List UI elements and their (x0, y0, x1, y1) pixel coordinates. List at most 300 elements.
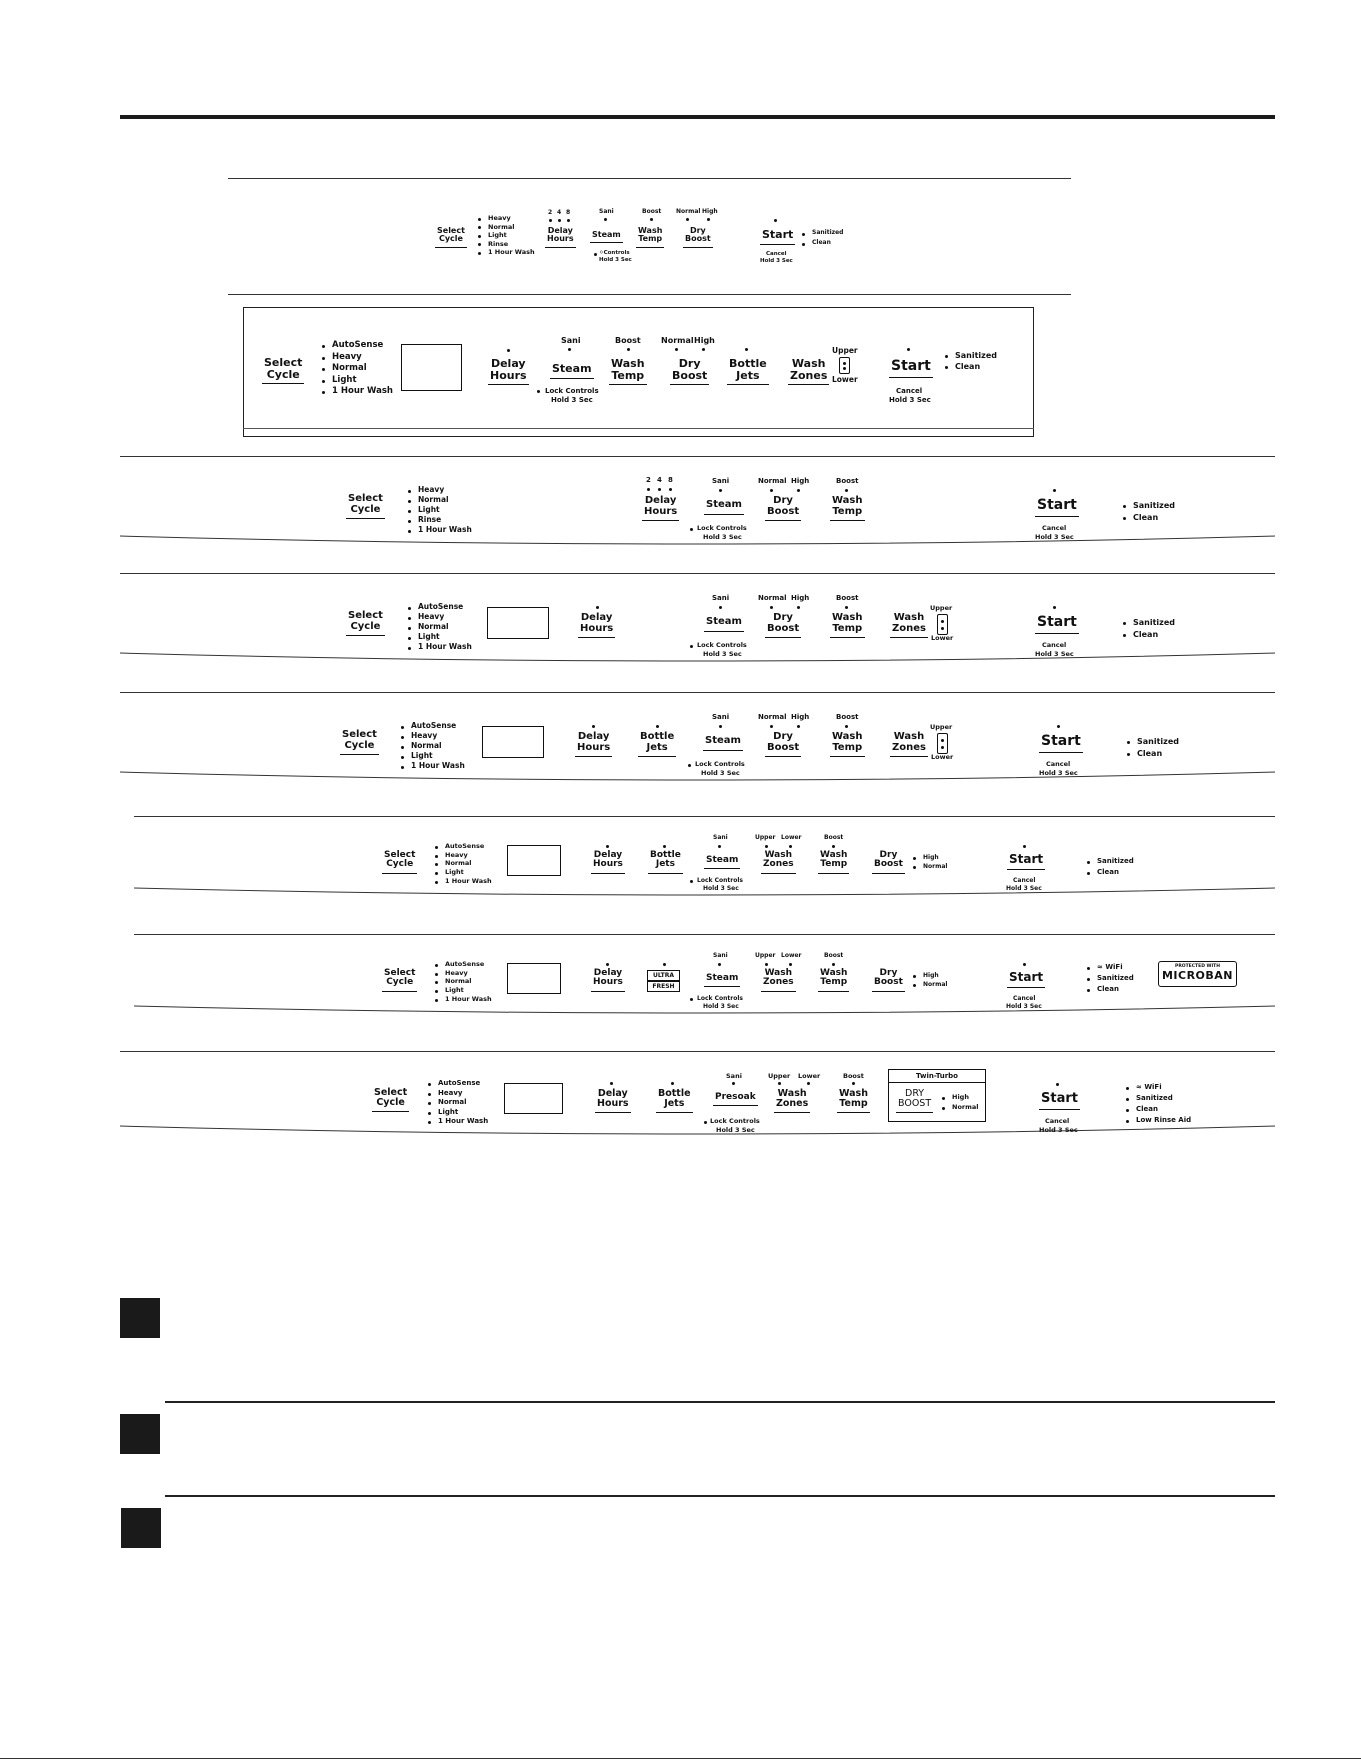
select-cycle-button[interactable]: Select Cycle (346, 494, 385, 519)
display-window (504, 1083, 563, 1114)
delay-hours-button[interactable]: Delay Hours (575, 732, 612, 757)
steam-button[interactable]: Steam (704, 856, 740, 869)
cycle-option: AutoSense (406, 602, 472, 612)
delay-hours-button[interactable]: Delay Hours (642, 496, 679, 521)
cycle-option: Heavy (476, 214, 535, 223)
status-sanitized: Sanitized (1124, 1093, 1191, 1104)
dry-high-indicator (797, 606, 800, 609)
lock-indicator (704, 1121, 707, 1124)
wash-temp-button[interactable]: Wash Temp (830, 496, 865, 521)
status-indicators (800, 228, 843, 248)
dry-boost-button[interactable]: DRY BOOST (896, 1089, 933, 1113)
upper-label: Upper (755, 952, 776, 959)
delay-8-label: 8 (566, 209, 571, 216)
delay-4-indicator (558, 219, 561, 222)
delay-indicator (592, 725, 595, 728)
status-sanitized: Sanitized (943, 350, 997, 361)
cycle-option: Normal (433, 859, 492, 868)
lower-indicator (789, 963, 792, 966)
steam-button[interactable]: Steam (703, 736, 743, 751)
upper-indicator (765, 845, 768, 848)
dry-boost-button[interactable]: Dry Boost (765, 613, 801, 638)
steam-button[interactable]: Steam (550, 363, 594, 379)
delay-hours-button[interactable]: Delay Hours (595, 1089, 631, 1113)
select-cycle-button[interactable]: Select Cycle (435, 227, 467, 248)
status-indicators (1085, 962, 1134, 995)
cycle-option: AutoSense (433, 960, 492, 969)
delay-4-label: 4 (557, 209, 562, 216)
normal-label: Normal (758, 713, 787, 721)
cancel-hold-label: Hold 3 Sec (1035, 650, 1074, 658)
cancel-label: Cancel (1042, 641, 1067, 649)
sani-label: Sani (599, 208, 614, 215)
dry-normal-indicator (770, 725, 773, 728)
microban-small-label: PROTECTED WITH (1175, 964, 1220, 969)
status-indicators (1125, 736, 1179, 760)
cycle-option: Normal (320, 363, 393, 375)
section-marker-1 (120, 1298, 160, 1338)
cancel-hold-label: Hold 3 Sec (889, 396, 931, 404)
boost-label: Boost (843, 1072, 864, 1080)
sani-indicator (719, 725, 722, 728)
wifi-icon: ≈ (1097, 963, 1106, 971)
lock-indicator (594, 253, 597, 256)
wash-zones-button[interactable]: Wash Zones (761, 969, 796, 992)
cycle-option: AutoSense (399, 721, 465, 731)
lower-indicator (807, 1082, 810, 1085)
status-sanitized: Sanitized (800, 228, 843, 238)
boost-label: Boost (642, 208, 662, 215)
normal-label: Normal (758, 477, 787, 485)
cycle-options (433, 842, 492, 886)
cycle-option: AutoSense (426, 1079, 488, 1089)
zone-selector-icon (937, 733, 948, 754)
lock-hold-label: Hold 3 Sec (701, 769, 740, 777)
delay-indicator (606, 845, 609, 848)
dry-boost-button[interactable]: Dry Boost (765, 732, 801, 757)
sani-label: Sani (561, 336, 581, 345)
panel-h-top-line (120, 1051, 1275, 1052)
display-window (401, 344, 462, 391)
section-divider-2 (165, 1495, 1275, 1497)
cycle-option: 1 Hour Wash (433, 877, 492, 886)
lower-label: Lower (931, 634, 954, 642)
bottle-jets-button[interactable]: Bottle Jets (656, 1089, 693, 1113)
delay-indicator (507, 349, 510, 352)
lock-hold-label: Hold 3 Sec (716, 1126, 755, 1134)
dry-boost-button[interactable]: Dry Boost (670, 358, 709, 385)
wash-zones-button[interactable]: Wash Zones (890, 732, 928, 757)
lock-controls-label: Lock Controls (697, 524, 747, 532)
upper-label: Upper (832, 346, 858, 355)
cycle-option: Heavy (399, 731, 465, 741)
delay-4-label: 4 (657, 476, 662, 484)
ultra-fresh-indicator (663, 963, 666, 966)
cancel-label: Cancel (766, 251, 787, 257)
ultra-fresh-button[interactable] (647, 970, 680, 992)
cycle-option: Light (426, 1108, 488, 1118)
delay-indicator (606, 963, 609, 966)
display-window (507, 963, 561, 994)
boost-indicator (832, 845, 835, 848)
cycle-option: Heavy (320, 352, 393, 364)
status-sanitized: Sanitized (1085, 973, 1134, 984)
sani-indicator (719, 489, 722, 492)
page-bottom-rule (0, 1758, 1361, 1759)
cycle-option: Normal (406, 495, 472, 505)
panel-e-bottom-curve (0, 756, 1361, 796)
select-cycle-button[interactable]: Select Cycle (382, 969, 417, 992)
cycle-option: Light (476, 231, 535, 240)
dry-levels (911, 853, 947, 871)
boost-label: Boost (824, 834, 844, 841)
high-label: High (702, 208, 718, 215)
boost-label: Boost (836, 594, 859, 602)
dry-level-normal: Normal (940, 1102, 979, 1112)
lock-hold-label: Hold 3 Sec (703, 1003, 739, 1010)
panel-d-top-line (120, 573, 1275, 574)
delay-2-label: 2 (548, 209, 553, 216)
status-indicators (1085, 856, 1134, 878)
start-button[interactable]: Start (1007, 971, 1045, 988)
boost-indicator (627, 348, 630, 351)
status-low-rinse-aid: Low Rinse Aid (1124, 1115, 1191, 1126)
cancel-hold-label: Hold 3 Sec (1006, 885, 1042, 892)
high-label: High (791, 594, 810, 602)
sani-label: Sani (712, 594, 730, 602)
dry-high-indicator (707, 218, 710, 221)
cycle-options (406, 602, 472, 652)
start-indicator (1023, 845, 1026, 848)
dry-boost-button[interactable]: Dry Boost (683, 227, 713, 248)
start-indicator (1057, 725, 1060, 728)
cycle-options (433, 960, 492, 1004)
presoak-button[interactable]: Presoak (713, 1093, 758, 1106)
sani-indicator (604, 218, 607, 221)
cycle-option: Normal (476, 223, 535, 232)
lower-label: Lower (832, 375, 858, 384)
upper-label: Upper (930, 723, 953, 731)
wash-zones-button[interactable]: Wash Zones (788, 358, 829, 385)
twin-turbo-divider (888, 1082, 986, 1083)
ultra-label: ULTRA (647, 970, 680, 981)
panel-c-bottom-curve (0, 520, 1361, 560)
dry-normal-indicator (770, 489, 773, 492)
delay-hours-button[interactable]: Delay Hours (591, 969, 625, 992)
delay-indicator (610, 1082, 613, 1085)
cycle-options (426, 1079, 488, 1127)
steam-button[interactable]: Steam (704, 617, 744, 632)
status-clean: Clean (800, 238, 843, 248)
sani-indicator (719, 606, 722, 609)
start-button[interactable]: Start (889, 359, 933, 378)
cycle-option: Heavy (406, 485, 472, 495)
normal-label: Normal (758, 594, 787, 602)
delay-hours-button[interactable]: Delay Hours (545, 227, 576, 248)
wash-temp-button[interactable]: Wash Temp (818, 851, 849, 874)
status-clean: Clean (1121, 512, 1175, 524)
start-button[interactable]: Start (1035, 615, 1079, 634)
start-button[interactable]: Start (1039, 1092, 1080, 1110)
lock-indicator (690, 880, 693, 883)
start-indicator (1053, 606, 1056, 609)
lower-label: Lower (781, 952, 802, 959)
lock-controls-label: Lock Controls (545, 387, 599, 395)
bottle-jets-button[interactable]: Bottle Jets (638, 732, 676, 757)
upper-label: Upper (930, 604, 953, 612)
upper-label: Upper (768, 1072, 791, 1080)
sani-label: Sani (713, 952, 728, 959)
lock-controls-label: Lock Controls (697, 877, 743, 884)
start-button[interactable]: Start (760, 229, 795, 245)
boost-indicator (845, 606, 848, 609)
cancel-label: Cancel (1046, 760, 1071, 768)
normal-label: Normal (676, 208, 701, 215)
panel-c-top-line (120, 456, 1275, 457)
start-button[interactable]: Start (1035, 498, 1079, 517)
panel-g-top-line (134, 934, 1275, 935)
cancel-label: Cancel (1013, 995, 1036, 1002)
boost-label: Boost (824, 952, 844, 959)
boost-indicator (852, 1082, 855, 1085)
lock-controls-label: Lock Controls (697, 641, 747, 649)
microban-label: MICROBAN (1161, 969, 1234, 982)
upper-indicator (778, 1082, 781, 1085)
cycle-option: Rinse (476, 240, 535, 249)
section-marker-3 (121, 1508, 161, 1548)
lock-indicator (688, 764, 691, 767)
dry-normal-indicator (686, 218, 689, 221)
cycle-options (320, 340, 393, 398)
zone-selector-icon (839, 357, 850, 374)
lock-controls-label: Lock Controls (697, 995, 743, 1002)
wash-temp-button[interactable]: Wash Temp (830, 732, 865, 757)
display-window (487, 607, 549, 639)
lock-hold-label: Hold 3 Sec (703, 533, 742, 541)
delay-hours-button[interactable]: Delay Hours (578, 613, 615, 638)
cycle-option: Heavy (406, 612, 472, 622)
panel-e-top-line (120, 692, 1275, 693)
high-label: High (791, 477, 810, 485)
panel-a-bottom-line (228, 294, 1071, 295)
delay-hours-button[interactable]: Delay Hours (591, 851, 625, 874)
cycle-option: Normal (399, 741, 465, 751)
sani-label: Sani (712, 713, 730, 721)
dry-level-normal: Normal (911, 980, 947, 989)
cycle-option: Rinse (406, 515, 472, 525)
delay-hours-button[interactable]: Delay Hours (488, 358, 529, 385)
lock-indicator (690, 645, 693, 648)
panel-d-bottom-curve (0, 637, 1361, 677)
wash-zones-button[interactable]: Wash Zones (761, 851, 796, 874)
cycle-option: 1 Hour Wash (426, 1117, 488, 1127)
cycle-options (406, 485, 472, 535)
start-indicator (907, 348, 910, 351)
status-clean: Clean (1125, 748, 1179, 760)
cycle-option: 1 Hour Wash (320, 386, 393, 398)
dry-high-indicator (797, 489, 800, 492)
delay-8-indicator (567, 219, 570, 222)
delay-2-label: 2 (646, 476, 651, 484)
panel-f-bottom-curve (0, 874, 1361, 914)
status-indicators (1121, 500, 1175, 524)
cycle-option: Light (433, 868, 492, 877)
dry-boost-button[interactable]: Dry Boost (872, 851, 905, 874)
cycle-option: Normal (406, 622, 472, 632)
cycle-option: 1 Hour Wash (399, 761, 465, 771)
lock-controls-label: ⚪Controls (599, 250, 630, 256)
steam-button[interactable]: Steam (590, 231, 623, 243)
wifi-icon: ≈ (1136, 1083, 1145, 1091)
sani-indicator (718, 845, 721, 848)
wash-zones-button[interactable]: Wash Zones (890, 613, 928, 638)
cycle-option: 1 Hour Wash (433, 995, 492, 1004)
cycle-option: Light (399, 751, 465, 761)
cancel-label: Cancel (1013, 877, 1036, 884)
status-indicators (1121, 617, 1175, 641)
boost-label: Boost (836, 477, 859, 485)
status-wifi: ≈ WiFi (1085, 962, 1134, 973)
sani-label: Sani (712, 477, 730, 485)
delay-2-indicator (549, 219, 552, 222)
bottle-jets-indicator (663, 845, 666, 848)
cancel-label: Cancel (896, 387, 923, 395)
delay-4-indicator (658, 488, 661, 491)
wash-temp-button[interactable]: Wash Temp (837, 1089, 870, 1113)
sani-label: Sani (726, 1072, 742, 1080)
status-indicators (943, 350, 997, 372)
dry-normal-indicator (770, 606, 773, 609)
cycle-option: Light (406, 632, 472, 642)
lock-hold-label: Hold 3 Sec (551, 396, 593, 404)
sani-indicator (732, 1082, 735, 1085)
select-cycle-button[interactable]: Select Cycle (340, 730, 379, 755)
dry-boost-button[interactable]: Dry Boost (765, 496, 801, 521)
dry-high-indicator (797, 725, 800, 728)
steam-button[interactable]: Steam (704, 500, 744, 515)
boost-label: Boost (615, 336, 641, 345)
dry-boost-button[interactable]: Dry Boost (872, 969, 905, 992)
cycle-option: 1 Hour Wash (406, 525, 472, 535)
high-label: High (791, 713, 810, 721)
status-clean: Clean (1121, 629, 1175, 641)
dry-level-high: High (911, 971, 947, 980)
lock-indicator (690, 528, 693, 531)
status-clean: Clean (1085, 867, 1134, 878)
sani-label: Sani (713, 834, 728, 841)
wash-temp-button[interactable]: Wash Temp (818, 969, 849, 992)
delay-8-label: 8 (668, 476, 673, 484)
bottle-jets-button[interactable]: Bottle Jets (648, 851, 683, 874)
cycle-options (476, 214, 535, 257)
zone-selector-icon (937, 614, 948, 635)
start-indicator (1023, 963, 1026, 966)
lower-label: Lower (781, 834, 802, 841)
steam-button[interactable]: Steam (704, 974, 740, 987)
upper-label: Upper (755, 834, 776, 841)
dry-levels (940, 1092, 979, 1112)
cancel-hold-label: Hold 3 Sec (1039, 1126, 1078, 1134)
bottle-jets-button[interactable]: Bottle Jets (727, 358, 769, 385)
select-cycle-button[interactable]: Select Cycle (262, 357, 304, 384)
status-sanitized: Sanitized (1121, 500, 1175, 512)
status-wifi: ≈ WiFi (1124, 1082, 1191, 1093)
status-sanitized: Sanitized (1121, 617, 1175, 629)
status-sanitized: Sanitized (1125, 736, 1179, 748)
section-marker-2 (120, 1414, 160, 1454)
wash-temp-button[interactable]: Wash Temp (636, 227, 664, 248)
cancel-label: Cancel (1042, 524, 1067, 532)
status-indicators (1124, 1082, 1191, 1126)
wash-temp-button[interactable]: Wash Temp (830, 613, 865, 638)
dry-level-high: High (940, 1092, 979, 1102)
boost-indicator (832, 963, 835, 966)
panel-f-top-line (134, 816, 1275, 817)
fresh-label: FRESH (647, 981, 680, 992)
boost-indicator (650, 218, 653, 221)
cancel-hold-label: Hold 3 Sec (1006, 1003, 1042, 1010)
dry-level-high: High (911, 853, 947, 862)
bottle-jets-indicator (656, 725, 659, 728)
lock-controls-label: Lock Controls (710, 1117, 760, 1125)
start-indicator (1053, 489, 1056, 492)
dry-normal-indicator (675, 348, 678, 351)
bottle-jets-indicator (745, 348, 748, 351)
cycle-option: Light (406, 505, 472, 515)
cancel-hold-label: Hold 3 Sec (1039, 769, 1078, 777)
wash-zones-button[interactable]: Wash Zones (774, 1089, 810, 1113)
status-clean: Clean (943, 361, 997, 372)
status-clean: Clean (1124, 1104, 1191, 1115)
normal-label: Normal (661, 336, 694, 345)
start-indicator (1056, 1083, 1059, 1086)
status-sanitized: Sanitized (1085, 856, 1134, 867)
cycle-option: Heavy (433, 969, 492, 978)
cycle-option: Heavy (433, 851, 492, 860)
lock-hold-label: Hold 3 Sec (599, 257, 632, 263)
start-button[interactable]: Start (1039, 734, 1083, 753)
select-cycle-button[interactable]: Select Cycle (382, 851, 417, 874)
wash-temp-button[interactable]: Wash Temp (609, 358, 647, 385)
dry-levels (911, 971, 947, 989)
display-window (482, 726, 544, 758)
boost-indicator (845, 489, 848, 492)
boost-indicator (845, 725, 848, 728)
delay-2-indicator (647, 488, 650, 491)
start-button[interactable]: Start (1007, 853, 1045, 870)
cancel-label: Cancel (1045, 1117, 1070, 1125)
cycle-option: Normal (433, 977, 492, 986)
lock-controls-label: Lock Controls (695, 760, 745, 768)
lock-hold-label: Hold 3 Sec (703, 885, 739, 892)
lock-indicator (537, 390, 540, 393)
select-cycle-button[interactable]: Select Cycle (372, 1088, 409, 1112)
cycle-option: 1 Hour Wash (476, 248, 535, 257)
lower-label: Lower (931, 753, 954, 761)
page-top-rule (120, 115, 1275, 119)
upper-indicator (765, 963, 768, 966)
panel-a-top-line (228, 178, 1071, 179)
start-indicator (774, 219, 777, 222)
twin-turbo-label: Twin-Turbo (916, 1072, 958, 1080)
lock-hold-label: Hold 3 Sec (703, 650, 742, 658)
select-cycle-button[interactable]: Select Cycle (346, 611, 385, 636)
cycle-option: Light (320, 375, 393, 387)
dry-high-indicator (702, 348, 705, 351)
boost-label: Boost (836, 713, 859, 721)
section-divider-1 (165, 1401, 1275, 1403)
bottle-jets-indicator (671, 1082, 674, 1085)
